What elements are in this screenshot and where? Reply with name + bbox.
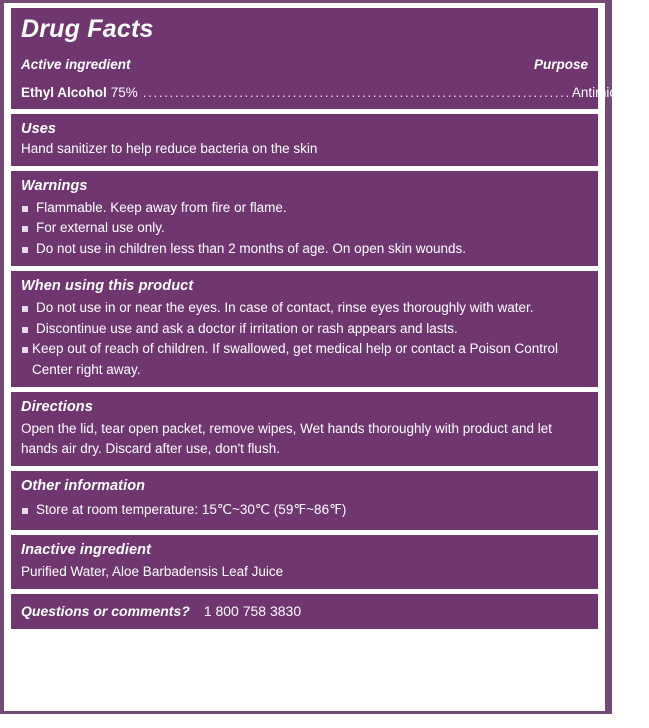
section-title-other-information: Other information — [21, 478, 146, 495]
other-information-bullet-list — [21, 500, 588, 521]
section-title-directions: Directions — [21, 399, 93, 416]
list-item: Store at room temperature: 15℃~30℃ (59℉~86℉) — [21, 500, 588, 521]
section-uses — [11, 114, 598, 167]
section-when-using-this-product — [11, 271, 598, 387]
list-item: Do not use in or near the eyes. In case of contact, rinse eyes thoroughly with water. — [21, 298, 588, 319]
questions-line — [21, 603, 588, 619]
section-questions — [11, 594, 598, 629]
section-body-directions: Open the lid, tear open packet, remove wipes, Wet hands thoroughly with product and let hands air dry. Discard after use, don't flush. — [21, 420, 553, 456]
section-body-uses: Hand sanitizer to help reduce bacteria on the skin — [21, 141, 318, 157]
dotted-leader: ................................................................................ — [142, 84, 571, 100]
active-ingredient-label: Active ingredient — [21, 56, 131, 72]
list-item: Do not use in children less than 2 months of age. On open skin wounds. — [21, 239, 588, 260]
active-ingredient-strength: 75% — [110, 84, 138, 100]
drug-facts-header-panel — [11, 8, 649, 109]
section-title-warnings: Warnings — [21, 178, 88, 195]
active-ingredient-name: Ethyl Alcohol — [21, 84, 107, 100]
questions-label: Questions or comments? — [21, 603, 190, 619]
section-title-uses: Uses — [21, 120, 57, 137]
purpose-label: Purpose — [533, 56, 588, 72]
section-other-information — [11, 471, 598, 530]
section-inactive-ingredient — [11, 535, 598, 589]
list-item: For external use only. — [21, 218, 588, 239]
questions-phone-number: 1 800 758 3830 — [203, 603, 302, 619]
section-title-inactive-ingredient: Inactive ingredient — [21, 542, 152, 559]
active-ingredient-purpose: Antimicrobial — [571, 84, 649, 100]
list-item: Discontinue use and ask a doctor if irritation or rash appears and lasts. — [21, 319, 588, 340]
active-ingredient-header-row — [21, 57, 588, 72]
section-body-inactive-ingredient: Purified Water, Aloe Barbadensis Leaf Juice — [21, 563, 284, 579]
section-title-when-using-this-product: When using this product — [21, 278, 194, 295]
label-frame — [4, 3, 649, 711]
section-directions — [11, 392, 598, 466]
list-item: Keep out of reach of children. If swallowed, get medical help or contact a Poison Control Center right away. — [21, 339, 588, 380]
section-warnings — [11, 171, 598, 266]
warnings-bullet-list — [21, 198, 588, 260]
active-ingredient-row — [21, 84, 649, 100]
when-using-bullet-list — [21, 298, 588, 380]
page-title: Drug Facts — [21, 15, 154, 43]
list-item: Flammable. Keep away from fire or flame. — [21, 198, 588, 219]
